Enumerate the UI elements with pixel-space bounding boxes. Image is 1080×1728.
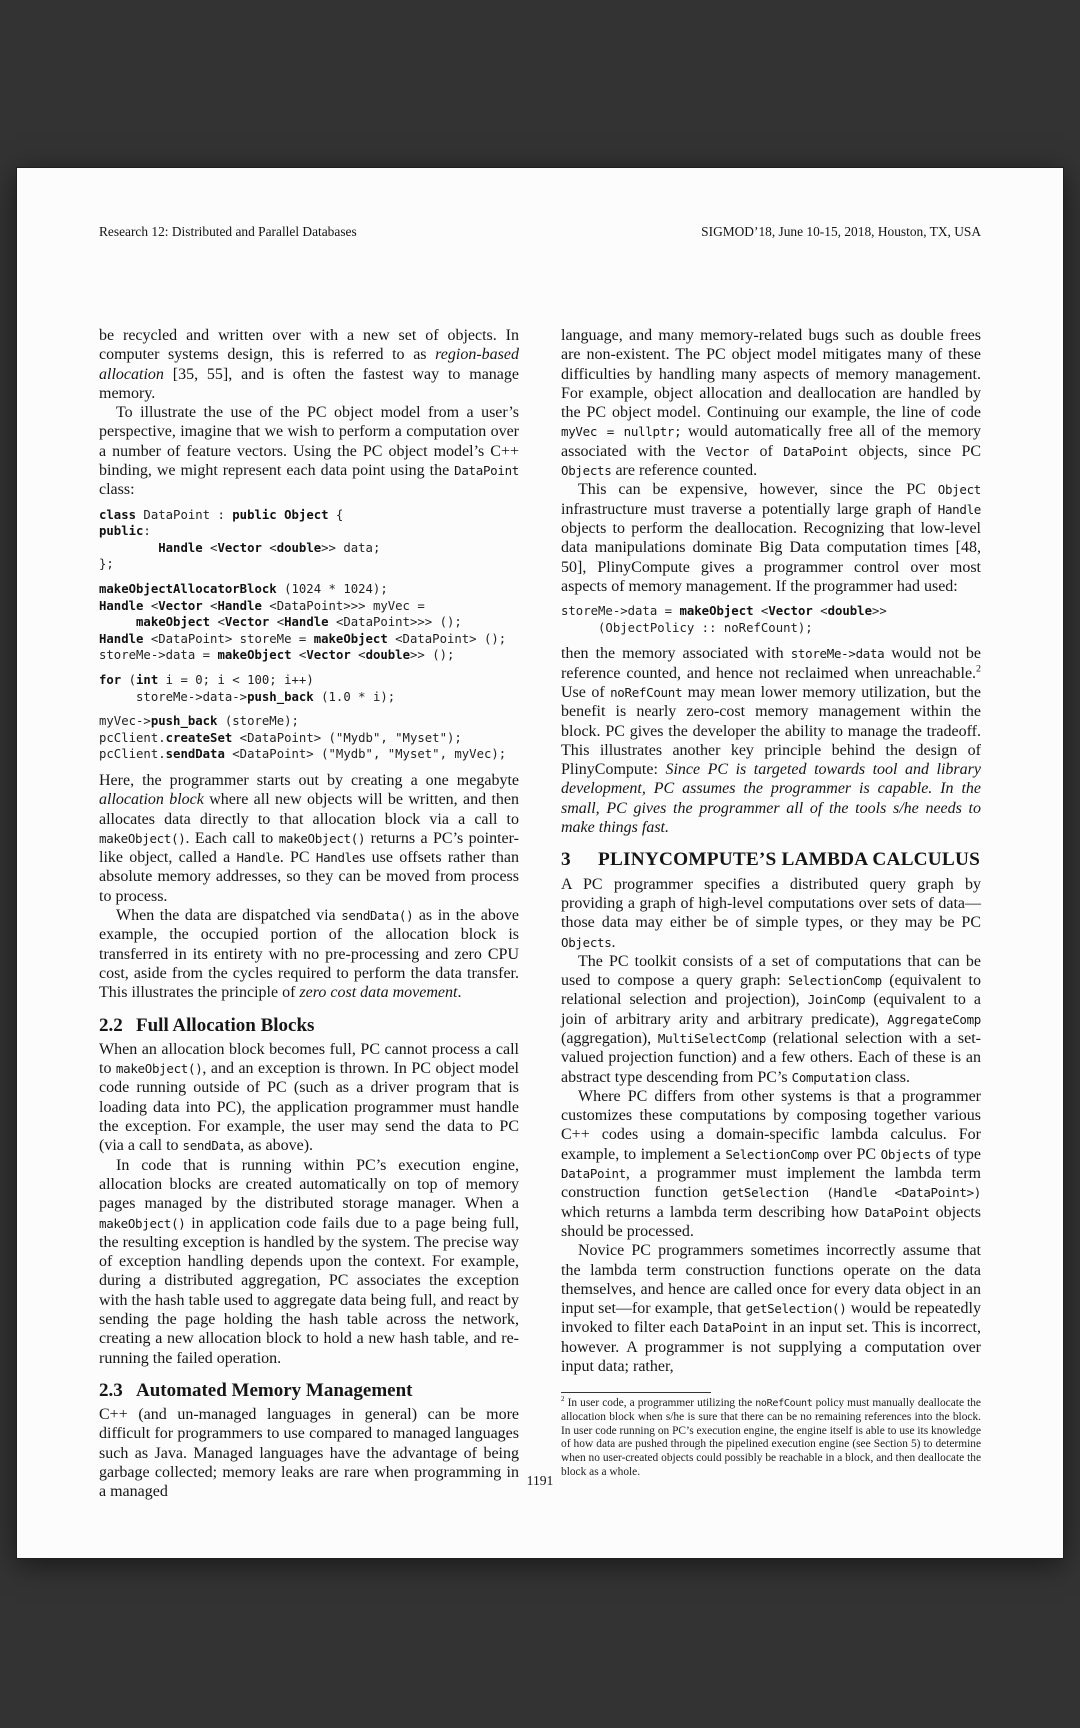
emphasis: zero cost data movement: [299, 984, 458, 1002]
inline-code: JoinComp: [807, 992, 866, 1008]
inline-code: Vector: [705, 443, 750, 459]
text-run: pcClient.: [99, 747, 166, 762]
inline-code: AggregateComp: [887, 1011, 981, 1027]
inline-code: DataPoint: [783, 443, 849, 459]
inline-code: DataPoint: [703, 1320, 769, 1336]
code-line: [99, 556, 519, 573]
text-run: of type: [931, 1145, 982, 1163]
text-run: };: [99, 557, 114, 572]
paragraph: [99, 1156, 519, 1368]
paper-page: [17, 168, 1063, 1558]
text-run: as in the above example, the occupied portion of the allocation block is transferred in its entirety with no pre-processing and zero CPU cost, aside from the cycles required to perform the data transfer. This illustrates the principle of: [99, 907, 519, 1002]
text-run: The PC toolkit consists of a set of computations that can be used to compose a query graph:: [561, 952, 981, 990]
text-run: , a programmer must implement the lambda term construction function: [561, 1165, 981, 1202]
inline-code: SelectionComp: [725, 1146, 820, 1162]
code-keyword: Handle: [217, 598, 262, 613]
text-run: Where PC differs from other systems is that a programmer customizes these computations by composing together various C++ codes using a domain-specific lambda calculus. For example, to implement a: [561, 1087, 981, 1163]
code-line: [99, 730, 519, 747]
footnote-marker: 2: [561, 1395, 565, 1404]
code-line: [99, 746, 519, 763]
code-keyword: double: [365, 648, 410, 663]
paragraph: [561, 644, 981, 837]
text-run: then the memory associated with: [561, 645, 791, 663]
text-run: are reference counted.: [611, 462, 758, 480]
text-run: This can be expensive, however, since the PC: [578, 481, 938, 499]
text-run: , as above).: [240, 1137, 314, 1155]
text-run: storeMe->data->: [99, 689, 248, 704]
text-run: <DataPoint> storeMe =: [143, 631, 314, 646]
text-run: To illustrate the use of the PC object model from a user’s perspective, imagine that we wish to perform a computation over a number of feature vectors. Using the PC object model’s C++ binding, we might represent each data point using the: [99, 404, 519, 480]
code-keyword: Vector: [306, 648, 351, 663]
paragraph: [561, 1087, 981, 1241]
section-heading: [561, 850, 981, 869]
text-run: may mean lower memory utilization, but the benefit is nearly zero-cost memory management within the block. PC gives the developer the ability to manage the tradeoff. This illustrates another key principle behind the design of PlinyCompute:: [561, 683, 981, 779]
text-run: in application code fails due to a page being full, the resulting exception is handled by the system. The precise way of exception handling depends upon the context. For example, during a distributed aggregation, PC associates the exception with the hash table used to aggregate data being full, and react by sending the page holding the hash table across the network, creating a new allocation block to hold a new hash table, and re-running the failed operation.: [99, 1214, 519, 1367]
inline-code: getSelection (Handle <DataPoint>): [722, 1185, 981, 1201]
text-run: <: [210, 615, 225, 630]
text-run: which returns a lambda term describing how: [561, 1203, 865, 1221]
inline-code: Object: [937, 482, 981, 498]
text-run: <DataPoint>>> ();: [328, 615, 462, 630]
left-column: [99, 326, 519, 1502]
inline-code: sendData: [182, 1138, 241, 1154]
text-run: When the data are dispatched via: [116, 907, 342, 925]
code-block: [99, 713, 519, 763]
section-title: PLINYCOMPUTE’S LAMBDA CALCULUS: [598, 849, 981, 871]
emphasis: allocation block: [99, 791, 204, 809]
code-line: [99, 672, 519, 689]
paragraph: [561, 952, 981, 1087]
text-run: , and an exception is thrown. In PC object model code running outside of PC (such as a driver program that is loading data into PC), the application programmer must handle the exception. For example, the user may send the data to PC (via a call to: [99, 1060, 519, 1155]
inline-code: SelectionComp: [788, 973, 882, 989]
text-run: When an allocation block becomes full, PC cannot process a call to: [99, 1040, 519, 1078]
code-line: [99, 540, 519, 557]
inline-code: DataPoint: [561, 1166, 626, 1182]
paragraph: [561, 875, 981, 952]
paragraph: [99, 906, 519, 1002]
text-run: (ObjectPolicy :: noRefCount);: [561, 620, 813, 635]
code-keyword: makeObject: [313, 631, 388, 646]
text-run: objects should be processed.: [561, 1203, 981, 1240]
page-number: 1191: [526, 1473, 554, 1488]
text-run: s use offsets rather than absolute memory addresses, so they can be moved from process to process.: [99, 849, 519, 905]
code-line: [99, 647, 519, 664]
text-run: would automatically free all of the memory associated with the: [561, 423, 982, 460]
code-line: [99, 713, 519, 730]
code-line: [99, 523, 519, 540]
code-keyword: Handle: [99, 598, 144, 613]
text-run: be recycled and written over with a new set of objects. In computer systems design, this is referred to as: [99, 327, 519, 364]
text-run: .: [457, 984, 462, 1002]
section-title: Full Allocation Blocks: [136, 1014, 315, 1036]
section-number: 2.2: [99, 1014, 123, 1036]
text-run: <: [261, 540, 277, 555]
code-block: [99, 507, 519, 573]
inline-code: DataPoint: [864, 1204, 930, 1220]
text-run: myVec->: [99, 714, 151, 729]
text-run: Here, the programmer starts out by creating a one megabyte: [99, 771, 519, 789]
text-run: [99, 541, 158, 555]
footnote-rule: [561, 1392, 711, 1393]
code-keyword: Handle: [99, 631, 144, 646]
code-keyword: makeObject: [679, 604, 754, 619]
text-run: (1.0 * i);: [313, 689, 396, 704]
text-run: i = 0; i < 100; i++): [158, 673, 314, 688]
code-keyword: public: [232, 507, 277, 522]
inline-code: Handle: [236, 850, 280, 866]
code-keyword: double: [276, 540, 322, 555]
text-run: A PC programmer specifies a distributed query graph by providing a graph of high-level computations over sets of data—those data may either be of simple types, or they may be PC: [561, 875, 981, 932]
code-block: [99, 672, 519, 705]
inline-code: makeObject(): [115, 1061, 203, 1077]
text-run: <DataPoint>>> myVec =: [261, 598, 425, 613]
code-keyword: Vector: [217, 540, 262, 555]
text-run: where all new objects will be written, and then allocates data directly to that allocation block via a call to: [99, 791, 520, 828]
text-run: objects to perform the deallocation. Recognizing that low-level data manipulations dominate Big Data computation times [48, 50], PlinyCompute gives a programmer control over most aspects of memory management. If the programmer had used:: [561, 519, 981, 595]
text-run: over PC: [819, 1145, 881, 1163]
inline-code: Handle: [937, 501, 981, 517]
code-keyword: Object: [284, 507, 329, 522]
code-keyword: push_back: [247, 689, 314, 704]
text-run: language, and many memory-related bugs such as double frees are non-existent. The PC object model mitigates many of these difficulties by handling many aspects of memory management. For example, object allocation and deallocation are handled by the PC object model. Continuing our example, the line of code: [561, 327, 981, 422]
inline-code: noRefCount: [610, 684, 683, 700]
code-line: [99, 598, 519, 615]
running-header: [99, 224, 981, 240]
text-run: <DataPoint> ("Mydb", "Myset");: [232, 730, 462, 745]
section-title: Automated Memory Management: [136, 1379, 413, 1401]
text-run: returns a PC’s pointer-like object, called a: [99, 829, 519, 867]
code-line: [99, 614, 519, 631]
text-run: <: [350, 648, 366, 663]
text-run: (relational selection with a set-valued projection function) and a few others. Each of these is an abstract type descending from PC’s: [561, 1029, 981, 1086]
right-column: [561, 326, 981, 1480]
text-run: :: [143, 524, 151, 539]
paragraph: [561, 1241, 981, 1376]
text-run: in an input set. This is incorrect, however. A programmer is not supplying a computation over input data; rather,: [561, 1319, 982, 1376]
inline-code: noRefCount: [755, 1398, 813, 1410]
text-run: >> ();: [409, 648, 455, 663]
text-run: <: [812, 604, 828, 619]
text-run: <: [143, 598, 159, 613]
inline-code: makeObject(): [278, 830, 366, 846]
text-run: <: [269, 615, 285, 630]
text-run: C++ (and un-managed languages in general) can be more difficult for programmers to use compared to managed languages such as Java. Managed languages have the advantage of being garbage collected; memory leaks are rare when programming in a managed: [99, 1406, 519, 1501]
text-run: DataPoint :: [136, 507, 233, 522]
inline-code: makeObject(): [99, 1215, 186, 1231]
text-run: .: [611, 933, 616, 951]
text-run: <: [202, 540, 218, 555]
code-keyword: double: [827, 604, 872, 619]
text-run: policy must manually deallocate the allocation block when s/he is sure that there can be no remaining references into the block. In user code running on PC’s execution engine, the engine itself is able to use its knowledge of how data are pushed through the pipelined execution engine (see Section 5) to determine when no user-created objects could possibly be reachable in a block, and then deallocate the block as a whole.: [561, 1397, 981, 1478]
code-keyword: sendData: [165, 747, 225, 762]
paragraph: [99, 1040, 519, 1156]
code-keyword: makeObject: [217, 648, 292, 663]
text-run: In code that is running within PC’s execution engine, allocation blocks are created automatically on top of memory pages managed by the distributed storage manager. When a: [99, 1156, 519, 1213]
running-header-left: Research 12: Distributed and Parallel Databases: [99, 224, 357, 239]
text-run: [99, 615, 136, 629]
running-header-right: SIGMOD’18, June 10-15, 2018, Houston, TX, USA: [701, 224, 981, 239]
text-run: [277, 508, 284, 522]
inline-code: Handle: [315, 850, 360, 866]
inline-code: getSelection(): [745, 1301, 847, 1317]
paragraph: [561, 480, 981, 596]
text-run: storeMe->data =: [561, 604, 680, 619]
text-run: >>: [871, 604, 887, 619]
text-run: (: [121, 673, 137, 688]
code-keyword: createSet: [165, 730, 233, 745]
text-run: Novice PC programmers sometimes incorrectly assume that the lambda term construction functions operate on the data themselves, and hence are called once for every data object in an input set—for example, that: [561, 1242, 981, 1318]
inline-code: Computation: [791, 1069, 871, 1085]
text-run: would not be reference counted, and hence not reclaimed when unreachable.: [561, 645, 982, 682]
code-line: [99, 689, 519, 706]
text-run: [35, 55], and is often the fastest way to manage memory.: [99, 365, 519, 402]
paragraph: [99, 326, 519, 403]
code-line: [561, 620, 981, 637]
section-heading: [99, 1381, 519, 1400]
inline-code: myVec = nullptr;: [561, 424, 682, 440]
text-run: (storeMe);: [217, 714, 299, 729]
text-run: {: [328, 507, 344, 522]
code-keyword: int: [136, 673, 159, 688]
text-run: would be repeatedly invoked to filter each: [561, 1300, 981, 1337]
text-run: In user code, a programmer utilizing the: [564, 1397, 756, 1410]
code-keyword: Vector: [224, 615, 270, 630]
text-run: <DataPoint> ();: [387, 631, 507, 646]
inline-code: sendData(): [341, 908, 414, 924]
code-keyword: push_back: [150, 714, 218, 729]
text-run: (equivalent to relational selection and projection),: [561, 972, 981, 1009]
text-run: (aggregation),: [561, 1029, 658, 1047]
section-heading: [99, 1016, 519, 1035]
text-run: of: [749, 442, 784, 460]
paragraph: [561, 326, 981, 480]
text-run: class.: [870, 1068, 911, 1086]
text-run: <: [202, 598, 218, 613]
emphasis: region-based allocation: [99, 346, 519, 383]
paragraph: [99, 403, 519, 499]
code-keyword: Vector: [158, 598, 203, 613]
text-run: . Each call to: [185, 829, 279, 847]
text-run: infrastructure must traverse a potentially large graph of: [561, 500, 938, 518]
text-run: <: [291, 648, 307, 663]
code-line: [99, 631, 519, 648]
code-keyword: makeObject: [136, 615, 211, 630]
footnote: [561, 1397, 981, 1479]
code-line: [99, 581, 519, 598]
code-keyword: Handle: [158, 540, 203, 555]
code-keyword: makeObjectAllocatorBlock: [99, 582, 277, 597]
code-keyword: Vector: [768, 604, 813, 619]
inline-code: DataPoint: [454, 463, 519, 479]
paragraph: [99, 771, 519, 906]
code-keyword: public: [99, 524, 144, 539]
text-run: >> data;: [321, 540, 381, 555]
text-run: pcClient.: [99, 730, 166, 745]
code-line: [561, 603, 981, 620]
footnote-marker: 2: [976, 663, 981, 675]
text-run: <: [753, 604, 769, 619]
inline-code: MultiSelectComp: [657, 1030, 767, 1046]
section-number: 2.3: [99, 1379, 123, 1401]
inline-code: Objects: [561, 463, 612, 479]
code-keyword: for: [99, 673, 122, 688]
text-run: (equivalent to a join of arbitrary arity and arbitrary predicate),: [561, 991, 982, 1028]
text-run: Use of: [561, 683, 611, 701]
text-run: objects, since PC: [848, 442, 982, 460]
inline-code: Objects: [880, 1146, 932, 1162]
code-keyword: class: [99, 507, 137, 522]
code-block: [561, 603, 981, 636]
text-run: . PC: [279, 849, 316, 867]
text-run: storeMe->data =: [99, 648, 218, 663]
text-run: class:: [99, 481, 135, 499]
code-keyword: Handle: [284, 615, 329, 630]
code-line: [99, 507, 519, 524]
inline-code: Objects: [561, 934, 612, 950]
text-run: <DataPoint> ("Mydb", "Myset", myVec);: [224, 747, 507, 762]
inline-code: makeObject(): [99, 830, 186, 846]
section-number: 3: [561, 849, 571, 871]
inline-code: storeMe->data: [790, 646, 885, 662]
text-run: (1024 * 1024);: [276, 582, 388, 597]
emphasis: Since PC is targeted towards tool and library development, PC assumes the programmer is capable. In the small, PC gives the programmer all of the tools s/he needs to make things fast.: [561, 761, 981, 837]
code-block: [99, 581, 519, 664]
